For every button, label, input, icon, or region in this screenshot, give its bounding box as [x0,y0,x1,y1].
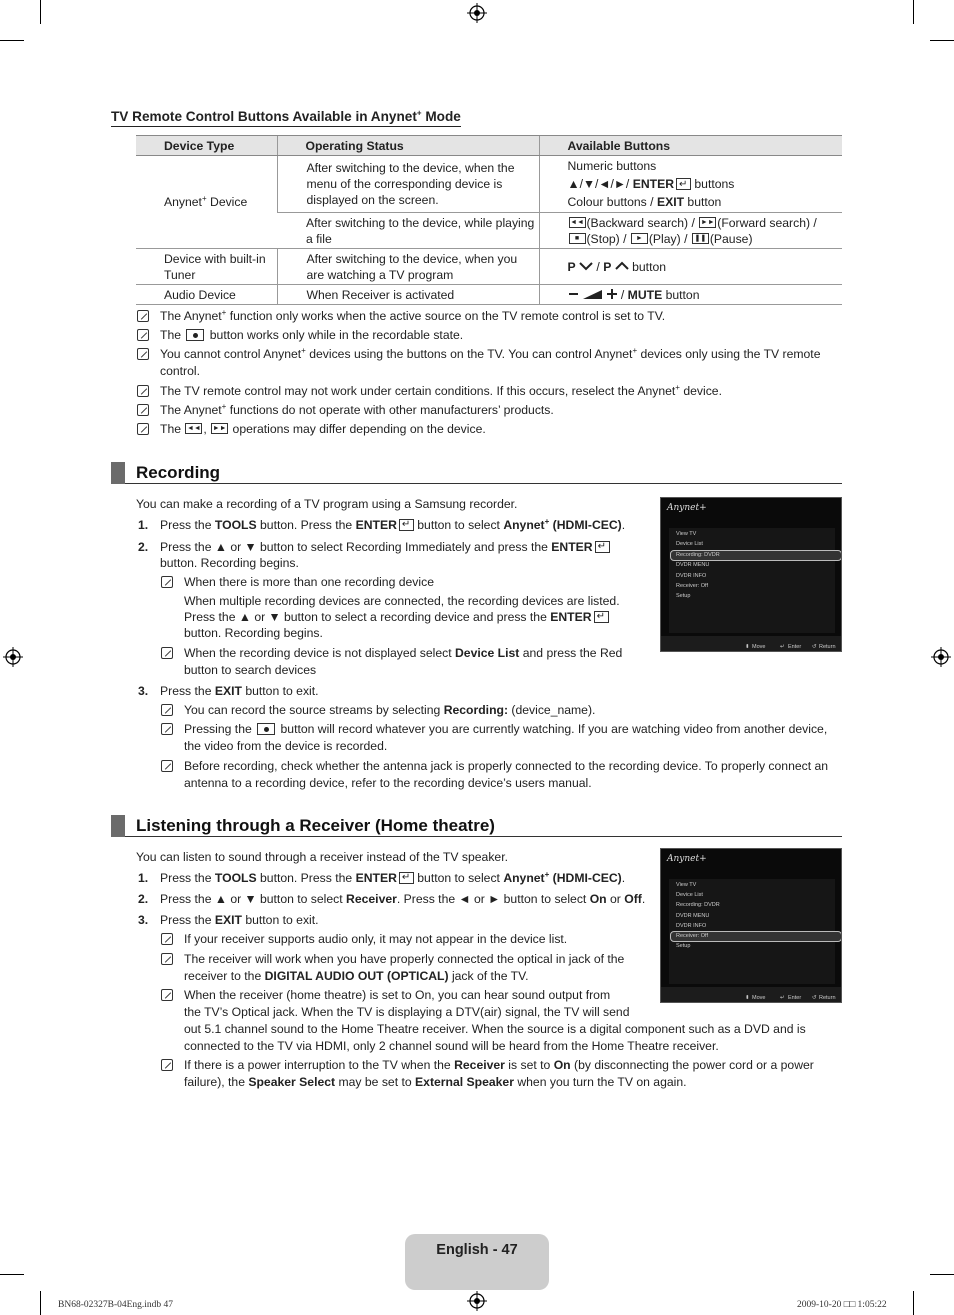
osd-return-label: Return [819,644,836,650]
anynet-menu-screenshot [660,497,842,652]
note-text: The TV remote control may not work under certain conditions. If this occurs, reselect the Anynet+ device. [160,382,722,398]
receiver-intro: You can listen to sound through a receiver instead of the TV speaker. [136,850,508,864]
osd-footer [661,636,841,651]
crop-mark [913,1291,914,1315]
crop-mark [930,1274,954,1275]
table-row [136,156,842,213]
note-icon [161,1059,173,1071]
note-icon [137,329,149,341]
step-text: Press the TOOLS button. Press the ENTER↵ button to select Anynet+ (HDMI-CEC). [160,870,625,886]
step-text: button. Recording begins. [160,556,299,570]
return-icon: ↺ [812,644,817,650]
note-icon [161,933,173,945]
rewind-icon: ◄◄ [186,425,201,432]
status-cell: After switching to the device, when the menu of the corresponding device is displayed on the screen. [277,156,539,213]
crop-mark [0,1274,24,1275]
note-text: The button works only while in the recordable state. [160,328,464,342]
pause-icon: ❚❚ [692,233,709,244]
note-icon [137,423,149,435]
record-icon [186,329,204,341]
fast-forward-icon: ►► [700,218,715,226]
osd-enter-label: Enter [788,644,802,650]
step-text: Press the TOOLS button. Press the ENTER↵ button to select Anynet+ (HDMI-CEC). [160,517,625,533]
note-text: button. Recording begins. [184,626,323,640]
section-header-receiver [111,815,842,837]
record-icon [257,723,275,735]
section-title: Listening through a Receiver (Home theatre) [136,816,495,835]
note-icon [161,723,173,735]
device-type-cell: Audio Device [136,285,277,305]
note-text: control. [160,364,200,378]
note-text: failure), the Speaker Select may be set to External Speaker when you turn the TV on again. [184,1075,687,1089]
step-number: 2. [138,892,149,906]
move-icon: ⬍ [745,995,750,1001]
stop-icon: ■ [569,233,586,244]
step-number: 3. [138,913,149,927]
note-icon [137,385,149,397]
osd-menu [669,879,835,984]
device-type-cell: Device with built-in Tuner [136,249,277,285]
anynet-menu-screenshot [660,848,842,1003]
note-text: receiver to the DIGITAL AUDIO OUT (OPTICAL) jack of the TV. [184,969,529,983]
move-icon: ⬍ [745,644,750,650]
status-cell: After switching to the device, when you are watching a TV program [277,249,539,285]
enter-icon [594,611,609,623]
note-icon [161,704,173,716]
note-text: connected to the TV via HDMI, only 2 channel sound will be heard from the Home Theatre receiver. [184,1039,719,1053]
crop-mark [40,0,41,24]
note-text: The Anynet+ function only works when the active source on the TV remote control is set to TV. [160,307,666,323]
section-bar [111,462,125,484]
osd-menu-item: Receiver: Off [676,933,708,939]
osd-menu-item: Setup [676,593,691,599]
remote-table-title: TV Remote Control Buttons Available in Anynet+ Mode [111,108,461,127]
osd-menu-item: DVDR INFO [676,573,707,579]
buttons-cell: P / P button [539,249,842,285]
note-text: If there is a power interruption to the TV when the Receiver is set to On (by disconnecting the power cord or a power [184,1058,814,1072]
step-number: 1. [138,518,149,532]
column-header: Device Type [136,136,277,156]
buttons-cell: Numeric buttons ▲/▼/◄/►/ ENTER↵ buttons Colour buttons / EXIT button [539,156,842,213]
section-bar [111,815,125,837]
device-type-cell: Anynet+ Device [136,156,277,249]
chevron-up-icon [615,261,629,271]
osd-menu-item: DVDR MENU [676,913,710,919]
note-text: button to search devices [184,663,317,677]
note-icon [161,953,173,965]
page-number: English - 47 [436,1242,518,1258]
enter-icon [595,541,610,553]
osd-menu-item: Recording: DVDR [676,552,720,558]
note-icon [137,404,149,416]
buttons-cell: / MUTE button [539,285,842,305]
step-number: 2. [138,540,149,554]
anynet-logo: Anynet+ [667,854,707,864]
table-row [136,249,842,285]
note-text: out 5.1 channel sound to the Home Theatre receiver. When the source is a digital component such as a DVD and is [184,1022,806,1036]
note-text: the video from the device is recorded. [184,739,388,753]
registration-mark-icon [467,3,487,23]
osd-move-label: Move [752,644,766,650]
crop-mark [0,40,24,41]
registration-mark-icon [467,1291,487,1311]
enter-icon: ↵ [780,644,785,650]
osd-menu [669,528,835,633]
note-text: Pressing the button will record whatever you are currently watching. If you are watching video from another device, [184,722,828,736]
print-slug-file: BN68-02327B-04Eng.indb 47 [58,1300,174,1310]
crop-mark [930,40,954,41]
column-header: Operating Status [277,136,539,156]
rewind-icon: ◄◄ [570,218,584,226]
note-text: The Anynet+ functions do not operate with other manufacturers’ products. [160,401,554,417]
registration-mark-icon [931,647,951,667]
osd-menu-item: Device List [676,892,703,898]
anynet-logo: Anynet+ [667,503,707,513]
play-icon: ► [631,233,648,244]
crop-mark [40,1291,41,1315]
osd-menu-item: Setup [676,943,691,949]
note-text: the TV’s Optical jack. When the TV is displaying a DTV(air) signal, the TV will send [184,1005,630,1019]
osd-menu-item: DVDR MENU [676,562,710,568]
note-text: You can record the source streams by selecting Recording: (device_name). [184,703,596,717]
note-icon [137,348,149,360]
recording-intro: You can make a recording of a TV program using a Samsung recorder. [136,497,518,511]
osd-return-label: Return [819,995,836,1001]
section-title: Recording [136,463,221,482]
enter-icon: ↵ [780,995,785,1001]
volume-icon [568,288,618,300]
remote-buttons-table [136,135,842,305]
osd-footer [661,987,841,1002]
note-text: When the receiver (home theatre) is set to On, you can hear sound output from [184,988,611,1002]
osd-menu-item: View TV [676,531,697,537]
note-text: When there is more than one recording device [184,575,434,589]
note-icon [161,576,173,588]
osd-menu-item: View TV [676,882,697,888]
note-icon [137,310,149,322]
status-cell: After switching to the device, while playing a file [277,213,539,249]
step-text: Press the ▲ or ▼ button to select Recording Immediately and press the ENTER↵ [160,539,610,555]
osd-menu-item: Recording: DVDR [676,902,720,908]
step-number: 3. [138,684,149,698]
osd-menu-item: Device List [676,541,703,547]
page-number-badge [405,1234,549,1290]
status-cell: When Receiver is activated [277,285,539,305]
fast-forward-icon: ►► [212,425,227,432]
osd-menu-item: Receiver: Off [676,583,708,589]
registration-mark-icon [3,647,23,667]
step-text: Press the EXIT button to exit. [160,684,319,698]
osd-move-label: Move [752,995,766,1001]
note-text: If your receiver supports audio only, it may not appear in the device list. [184,932,568,946]
crop-mark [913,0,914,24]
step-text: Press the ▲ or ▼ button to select Receiver. Press the ◄ or ► button to select On or Off. [160,892,646,906]
buttons-cell: ◄◄ (Backward search) / ►► (Forward search) / ■ (Stop) / ► (Play) / ❚❚ (Pause) [539,213,842,249]
return-icon: ↺ [812,995,817,1001]
chevron-down-icon [579,261,593,271]
note-text: When multiple recording devices are connected, the recording devices are listed. [184,594,620,608]
note-text: When the recording device is not displayed select Device List and press the Red [184,646,623,660]
print-slug-date: 2009-10-20 □□ 1:05:22 [797,1300,887,1310]
enter-icon [676,178,691,190]
section-header-recording [111,462,842,484]
note-icon [161,989,173,1001]
note-text: antenna to a recording device, refer to the recording device’s users manual. [184,776,592,790]
step-text: Press the EXIT button to exit. [160,913,319,927]
note-icon [161,647,173,659]
table-header-row [136,136,842,156]
note-text: The ◄◄ , ►► operations may differ depending on the device. [160,422,486,436]
note-text: Press the ▲ or ▼ button to select a recording device and press the ENTER↵ [184,609,609,625]
enter-icon [399,872,414,884]
column-header: Available Buttons [539,136,842,156]
table-row [136,285,842,305]
osd-menu-item: DVDR INFO [676,923,707,929]
enter-icon [399,519,414,531]
note-text: You cannot control Anynet+ devices using the buttons on the TV. You can control Anynet+ devices only using the TV remote [160,345,821,361]
step-number: 1. [138,871,149,885]
note-text: Before recording, check whether the antenna jack is properly connected to the recording device. To properly connect an [184,759,829,773]
note-text: The receiver will work when you have properly connected the optical in jack of the [184,952,625,966]
osd-enter-label: Enter [788,995,802,1001]
note-icon [161,760,173,772]
